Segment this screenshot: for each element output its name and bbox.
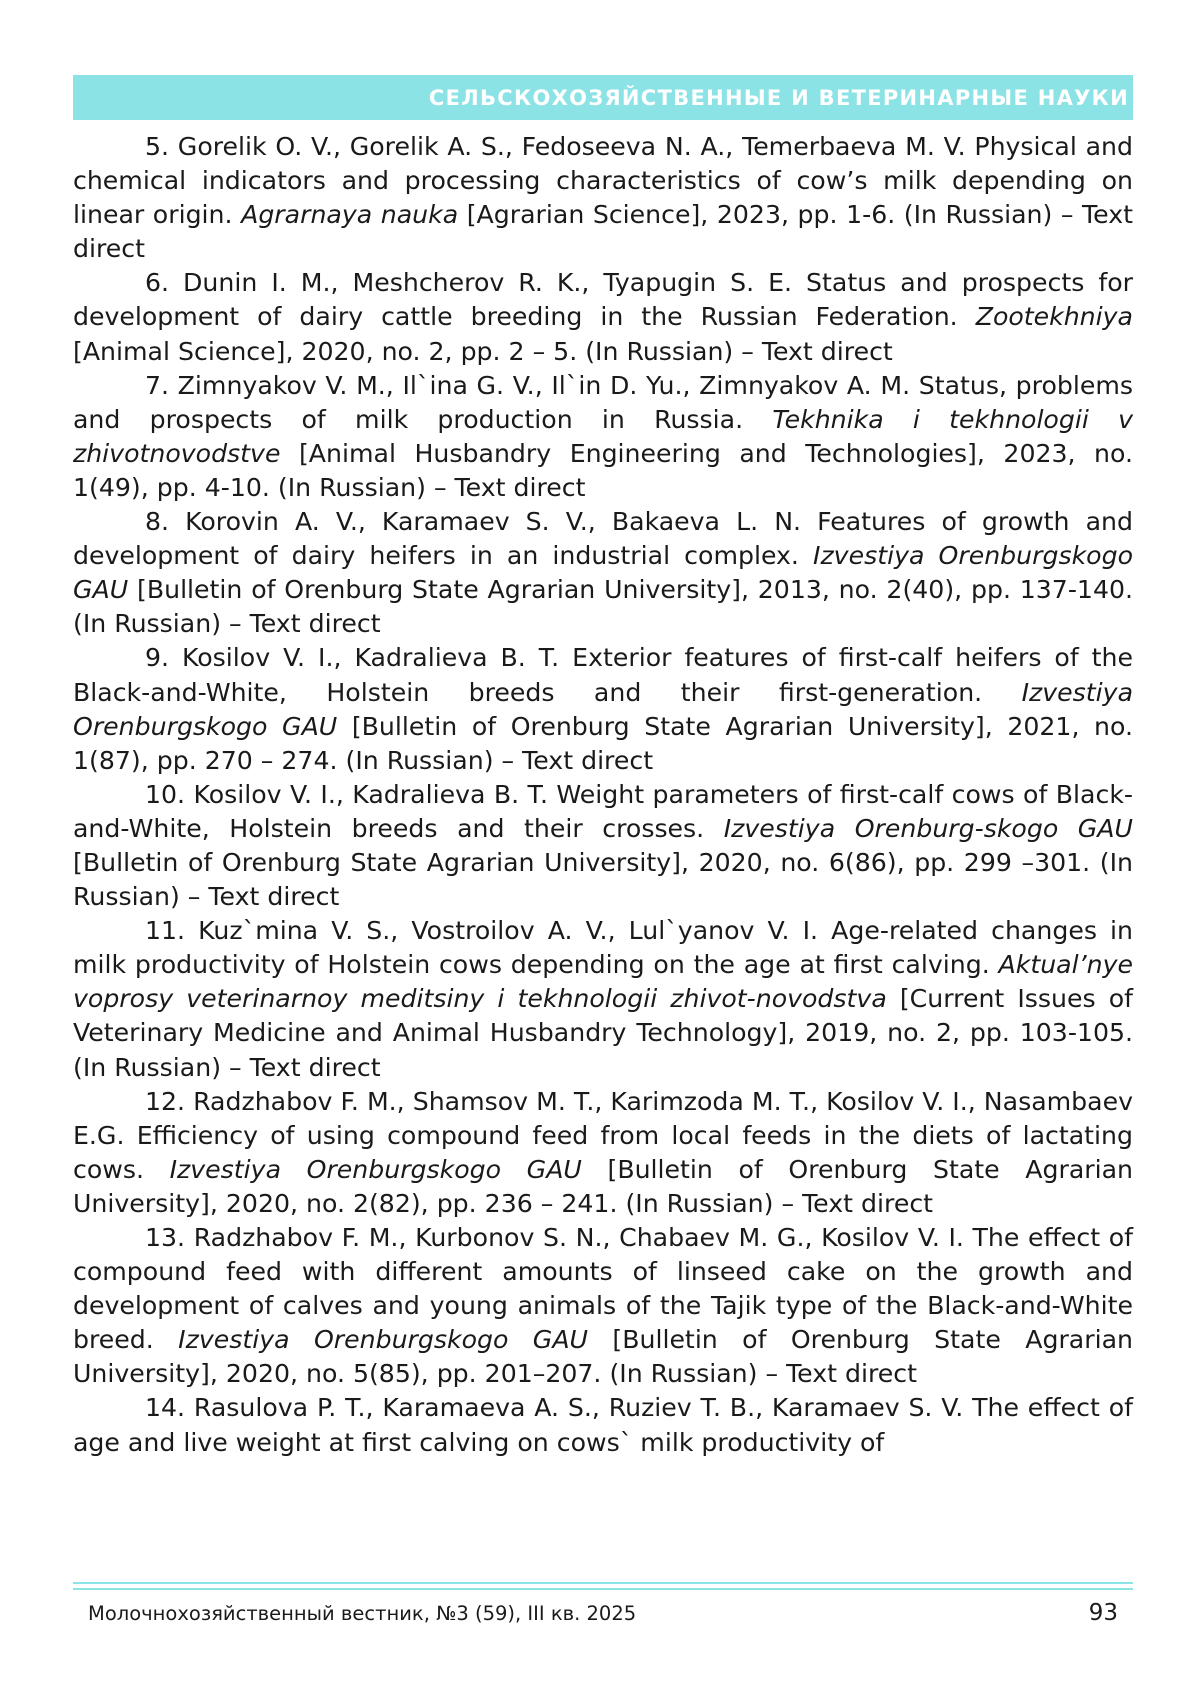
journal-title: Tekhnika i tekhnologii v zhivotnovodstve [73,404,1133,468]
reference-item: 10. Kosilov V. I., Kadralieva B. T. Weight parameters of first-calf cows of Black-and-White, Holstein breeds and their crosses. Izvestiya Orenburg-skogo GAU [Bulletin of Orenburg State Agrarian University], 2020, no. 6(86), pp. 299 –301. (In Russian) – Text direct [73,779,1133,912]
journal-title: Agrarnaya nauka [241,200,459,230]
footer-journal-name: Молочнохозяйственный вестник, №3 (59), III кв. 2025 [88,1602,637,1625]
reference-item: 6. Dunin I. M., Meshcherov R. K., Tyapugin S. E. Status and prospects for development of dairy cattle breeding in the Russian Federation. Zootekhniya [Animal Science], 2020, no. 2, pp. 2 – 5. (In Russian) – Text direct [73,268,1133,366]
reference-item: 11. Kuz`mina V. S., Vostroilov A. V., Lul`yanov V. I. Age-related changes in milk productivity of Holstein cows depending on the age at first calving. Aktual’nye voprosy veterinarnoy meditsiny i tekhnologii zhivot-novodstva [Current Issues of Veterinary Medicine and Animal Husbandry Technology], 2019, no. 2, pp. 103-105. (In Russian) – Text direct [73,916,1133,1082]
journal-title: Izvestiya Orenburg-skogo GAU [723,813,1133,843]
reference-item: 12. Radzhabov F. M., Shamsov M. T., Karimzoda M. T., Kosilov V. I., Nasambaev E.G. Efficiency of using compound feed from local feeds in the diets of lactating cows. Izvestiya Orenburgskogo GAU [Bulletin of Orenburg State Agrarian University], 2020, no. 2(82), pp. 236 – 241. (In Russian) – Text direct [73,1086,1133,1218]
reference-item: 5. Gorelik O. V., Gorelik A. S., Fedoseeva N. A., Temerbaeva M. V. Physical and chemical indicators and processing characteristics of cow’s milk depending on linear origin. Agrarnaya nauka [Agrarian Science], 2023, pp. 1-6. (In Russian) – Text direct [73,132,1133,264]
journal-title: Izvestiya Orenburgskogo GAU [178,1325,588,1355]
reference-item: 8. Korovin A. V., Karamaev S. V., Bakaeva L. N. Features of growth and development of dairy heifers in an industrial complex. Izvestiya Orenburgskogo GAU [Bulletin of Orenburg State Agrarian University], 2013, no. 2(40), pp. 137-140. (In Russian) – Text direct [73,507,1133,639]
journal-title: Izvestiya Orenburgskogo GAU [169,1154,582,1184]
journal-title: Izvestiya Orenburgskogo GAU [73,677,1133,741]
section-header-band [73,75,1133,120]
page-footer [88,1600,1118,1626]
journal-title: Zootekhniya [975,302,1133,332]
reference-item: 13. Radzhabov F. M., Kurbonov S. N., Chabaev M. G., Kosilov V. I. The effect of compound feed with different amounts of linseed cake on the growth and development of calves and young animals of the Tajik type of the Black-and-White breed. Izvestiya Orenburgskogo GAU [Bulletin of Orenburg State Agrarian University], 2020, no. 5(85), pp. 201–207. (In Russian) – Text direct [73,1223,1133,1389]
page-number: 93 [1088,1600,1118,1626]
footer-divider [73,1582,1133,1584]
reference-item: 14. Rasulova P. T., Karamaeva A. S., Ruziev T. B., Karamaev S. V. The effect of age and live weight at first calving on cows` milk productivity of [73,1393,1133,1457]
reference-item: 9. Kosilov V. I., Kadralieva B. T. Exterior features of first-calf heifers of the Black-and-White, Holstein breeds and their first-generation. Izvestiya Orenburgskogo GAU [Bulletin of Orenburg State Agrarian University], 2021, no. 1(87), pp. 270 – 274. (In Russian) – Text direct [73,643,1133,775]
journal-title: Izvestiya Orenburgskogo GAU [73,541,1133,605]
journal-title: Aktual’nye voprosy veterinarnoy meditsiny i tekhnologii zhivot-novodstva [73,950,1133,1014]
section-title: СЕЛЬСКОХОЗЯЙСТВЕННЫЕ И ВЕТЕРИНАРНЫЕ НАУКИ [428,85,1129,110]
footer-divider-secondary [73,1588,1133,1590]
reference-item: 7. Zimnyakov V. M., Il`ina G. V., Il`in D. Yu., Zimnyakov A. M. Status, problems and prospects of milk production in Russia. Tekhnika i tekhnologii v zhivotnovodstve [Animal Husbandry Engineering and Technologies], 2023, no. 1(49), pp. 4-10. (In Russian) – Text direct [73,370,1133,502]
reference-list [73,130,1133,1460]
